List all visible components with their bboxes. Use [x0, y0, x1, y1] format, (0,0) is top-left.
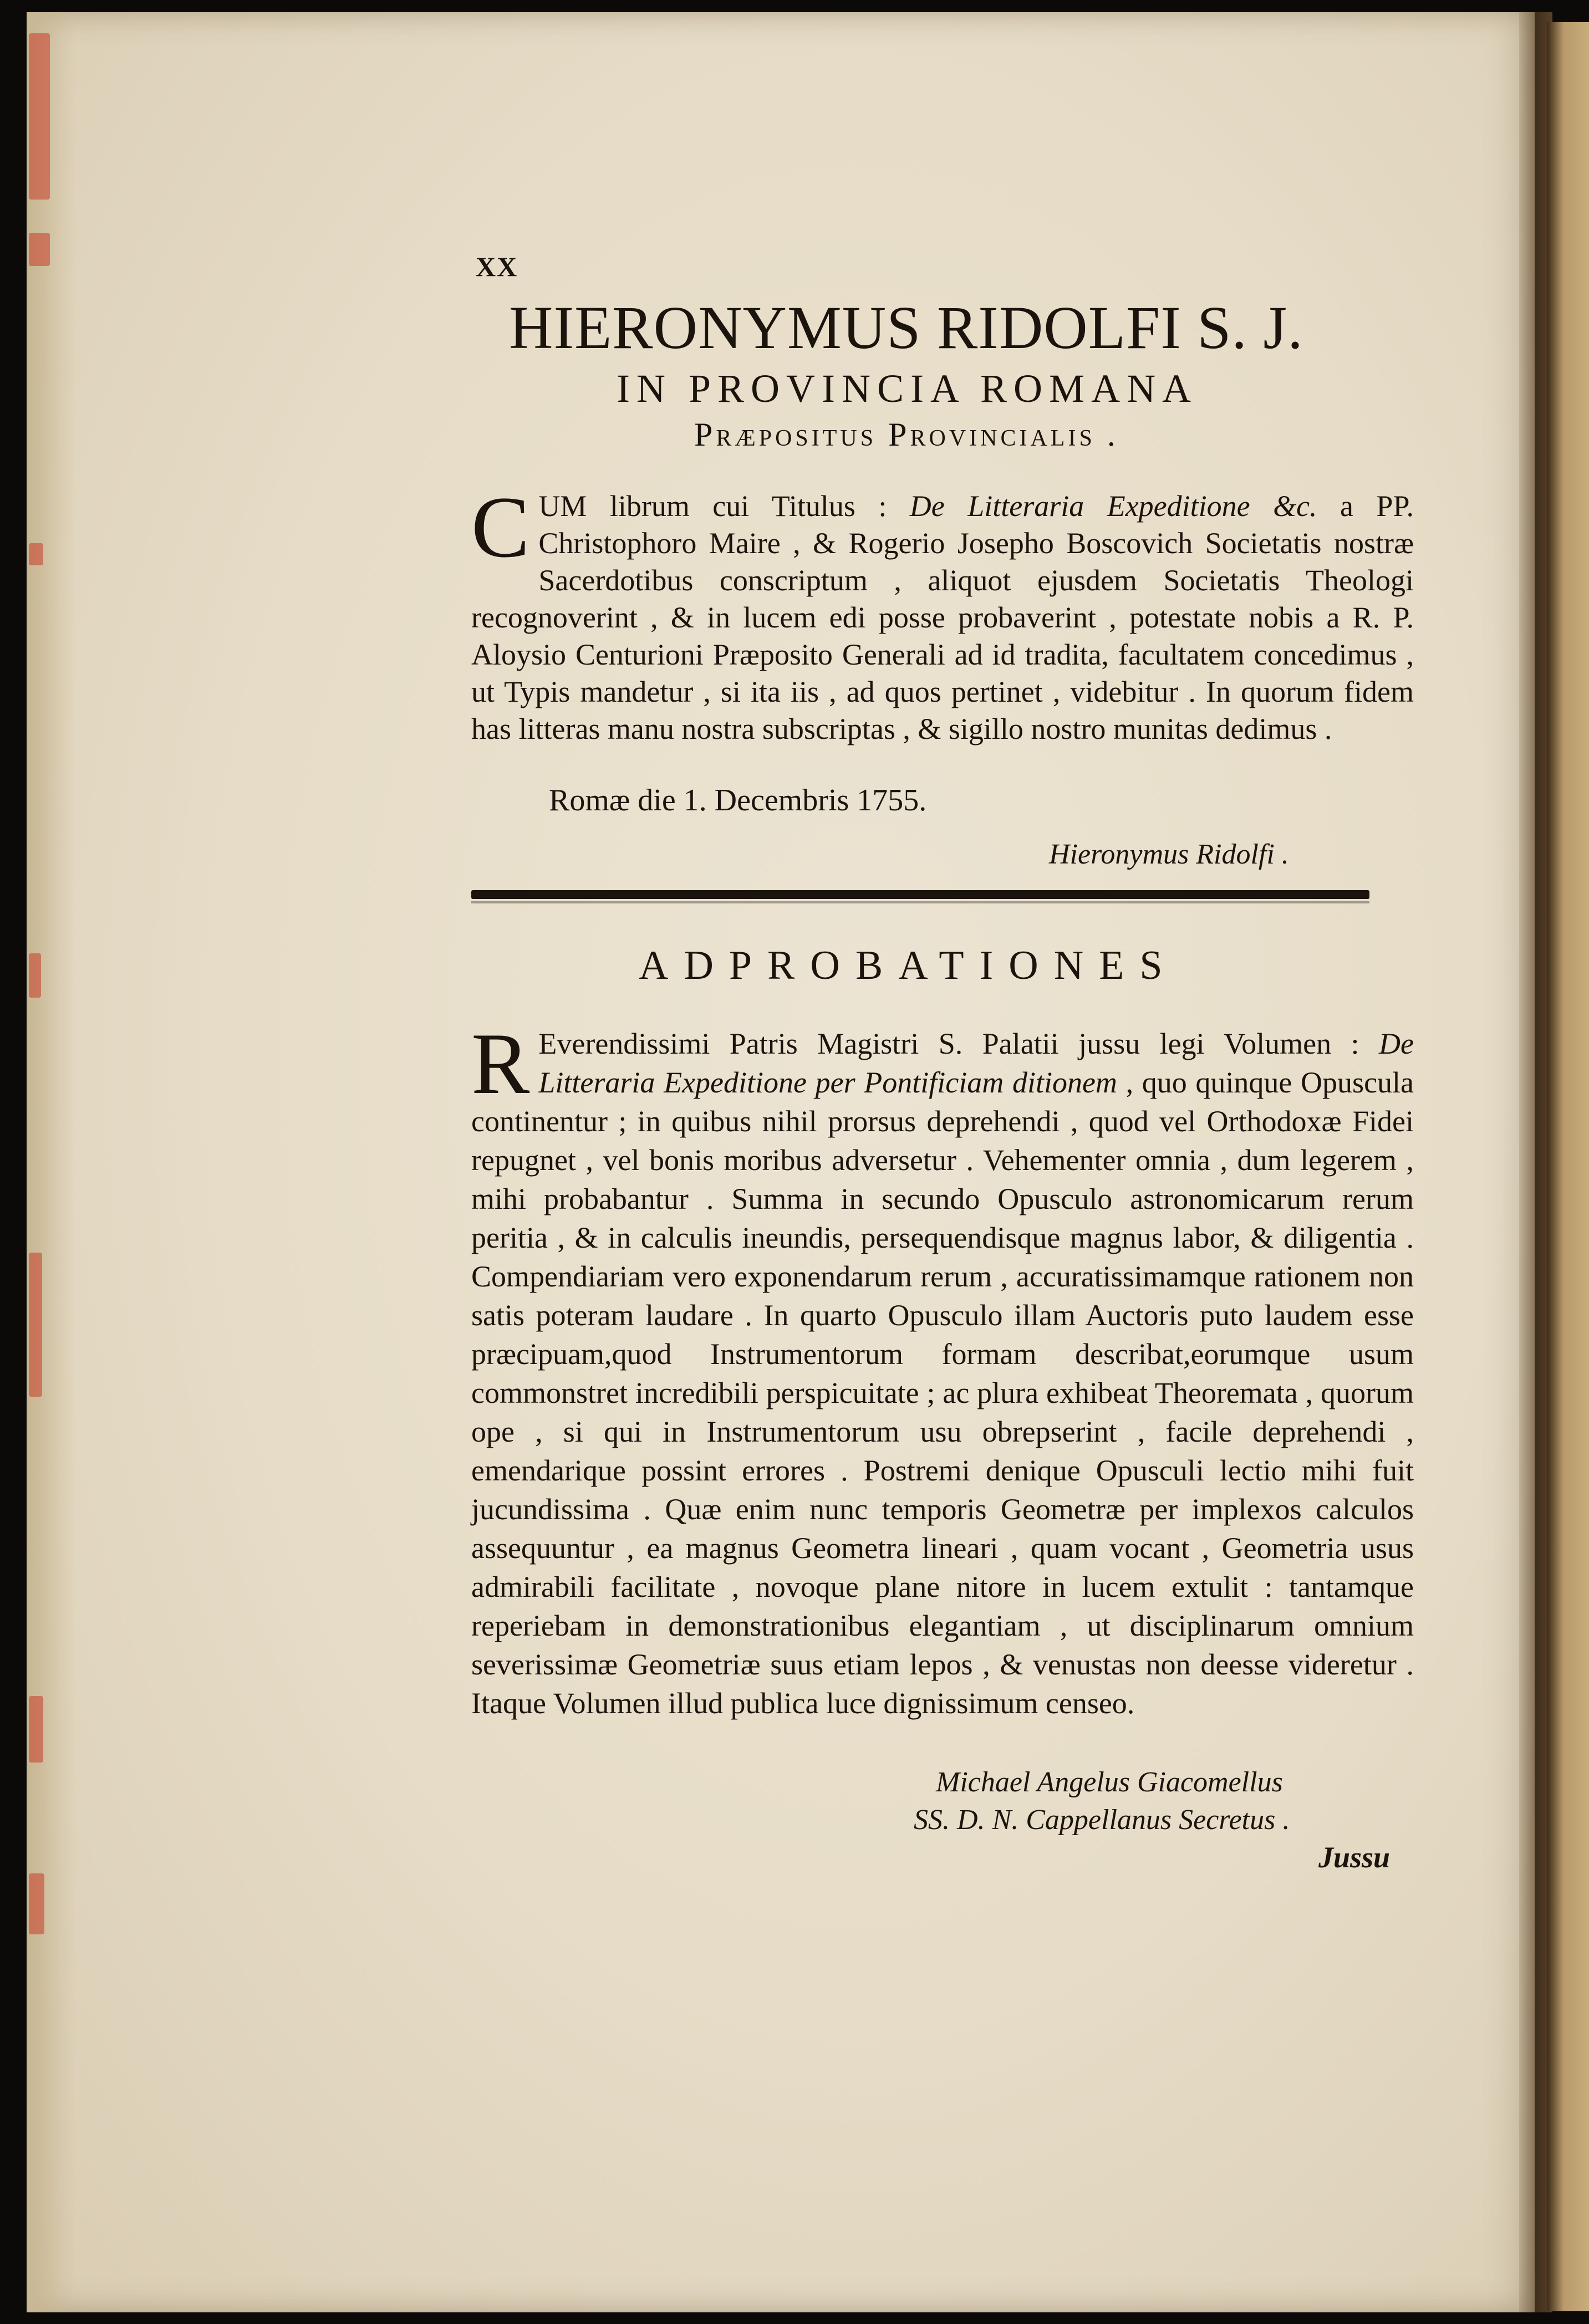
red-edge-stain — [29, 233, 50, 266]
section-divider — [471, 890, 1369, 899]
imprimatur-paragraph — [471, 479, 1414, 748]
red-edge-stain — [29, 953, 41, 998]
approbationes-signature-title: SS. D. N. Cappellanus Secretus . — [914, 1804, 1290, 1836]
imprimatur-signature: Hieronymus Ridolfi . — [1049, 839, 1289, 870]
catchword: Jussu — [1318, 1841, 1391, 1874]
imprimatur-book-title: De Litteraria Expeditione &c. — [909, 489, 1317, 523]
page-subtitle: IN PROVINCIA ROMANA — [617, 366, 1198, 411]
approbationes-heading: ADPROBATIONES — [639, 943, 1178, 988]
red-edge-stain — [29, 1873, 44, 1934]
red-edge-stain — [29, 1253, 42, 1397]
red-edge-stain — [29, 1696, 43, 1763]
imprimatur-text-rest: a PP. Christophoro Maire , & Rogerio Josepho Boscovich Societatis nostræ Sacerdotibus conscriptum , aliquot ejusdem Societatis Theologi recognoverint , & in lucem edi posse probaverint , potestate nobis a R. P. Aloysio Centurioni Præposito Generali ad id tradita, facultatem concedimus , ut Typis mandetur , si ita iis , ad quos pertinet , videbitur . In quorum fidem has litteras manu nostra subscriptas , & sigillo nostro munitas dedimus . — [471, 489, 1414, 745]
approbationes-paragraph — [471, 1015, 1414, 1723]
approbationes-book-title: De Litteraria Expeditione per Pontificiam ditionem — [538, 1027, 1414, 1099]
approbationes-text-start: Everendissimi Patris Magistri S. Palatii jussu legi Volumen : — [538, 1027, 1379, 1060]
imprimatur-text-start: UM librum cui Titulus : — [538, 489, 910, 523]
page-left-edge — [27, 12, 77, 2312]
section-divider-thin — [471, 901, 1369, 903]
red-edge-stain — [29, 33, 50, 200]
drop-cap: C — [471, 479, 530, 576]
imprimatur-date: Romæ die 1. Decembris 1755. — [549, 783, 927, 818]
approbationes-signature-name: Michael Angelus Giacomellus — [936, 1766, 1283, 1798]
page-title: HIERONYMUS RIDOLFI S. J. — [509, 294, 1303, 361]
drop-cap: R — [471, 1015, 530, 1112]
approbationes-text-rest: , quo quinque Opuscula continentur ; in quibus nihil prorsus deprehendi , quod vel Orthodoxæ Fidei repugnet , vel bonis moribus adversetur . Vehementer omnia , dum legerem , mihi probabantur . Summa in secundo Opusculo astronomicarum rerum peritia , & in calculis ineundis, persequendisque magnus labor, & diligentia . Compendiariam vero exponendarum rerum , accuratissimamque rationem non satis poteram laudare . In quarto Opusculo illam Auctoris puto laudem esse præcipuam,quod Instrumentorum formam describat,eorumque usum commonstret incredibili perspicuitate ; ac plura exhibeat Theoremata , quorum ope , si qui in Instrumentorum usu obrepserint , facile deprehendi , emendarique possint errores . Postremi denique Opusculi lectio mihi fuit jucundissima . Quæ enim nunc temporis Geometræ per implexos calculos assequuntur , ea magnus Geometra lineari , quam vocant , Geometria usus admirabili facilitate , novoque plane nitore in lucem extulit : tantamque reperiebam in demonstrationibus elegantiam , ut disciplinarum omnium severissimæ Geometriæ suus etiam lepos , & venustas non deesse videretur . Itaque Volumen illud publica luce dignissimum censeo. — [471, 1066, 1414, 1720]
red-edge-stain — [29, 543, 43, 565]
facing-page-edge — [1547, 22, 1589, 2311]
page-number: XX — [476, 251, 518, 282]
page-rank: Præpositus Provincialis . — [694, 416, 1119, 453]
